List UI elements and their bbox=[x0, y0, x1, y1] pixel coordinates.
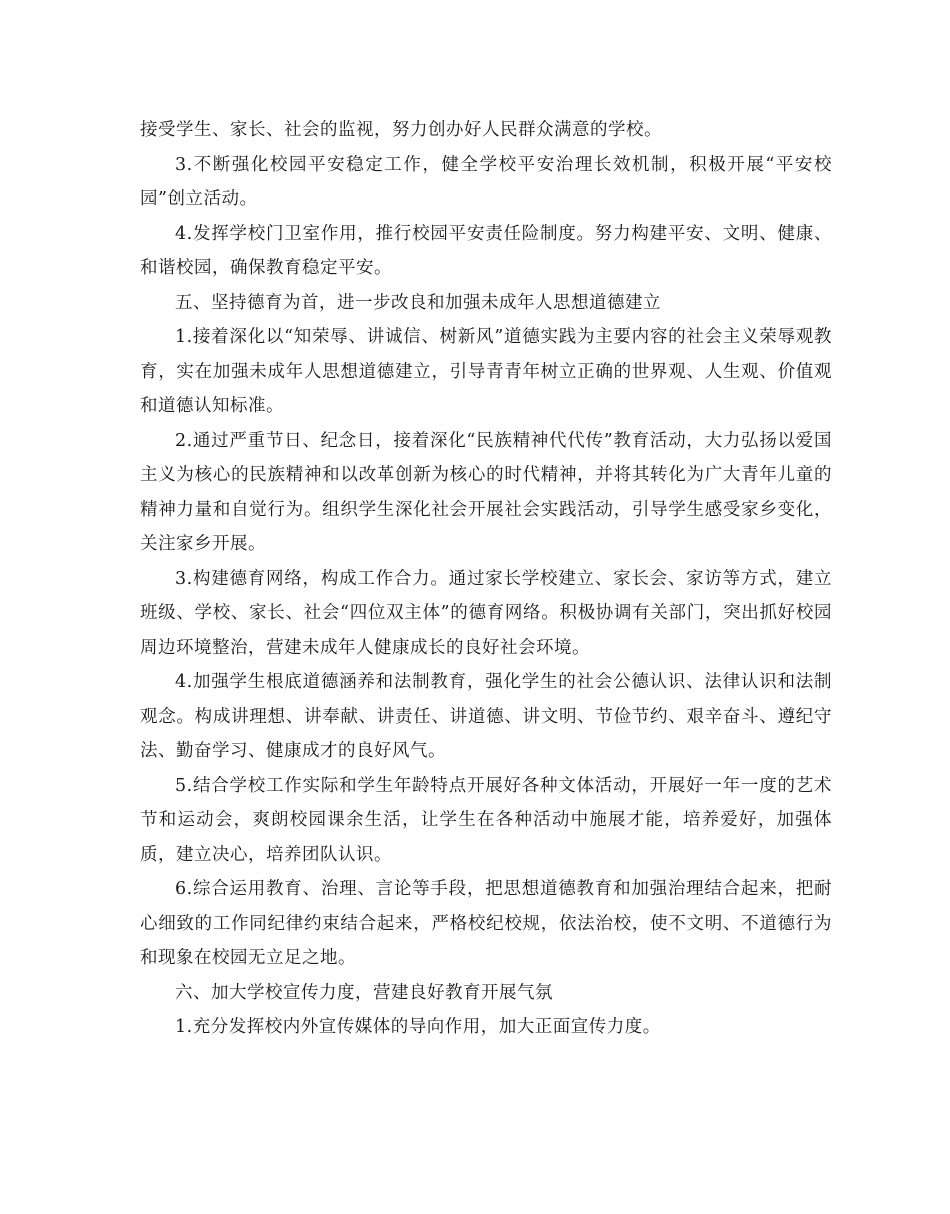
paragraph-item-2-national-spirit: 2.通过严重节日、纪念日，接着深化“民族精神代代传”教育活动，大力弘扬以爱国主义为核心的民族精神和以改革创新为核心的时代精神，并将其转化为广大青年儿童的精神力量和自觉行为。组织学生深化社会开展社会实践活动，引导学生感受家乡变化，关注家乡开展。 bbox=[140, 430, 832, 554]
paragraph-item-6-management: 6.综合运用教育、治理、言论等手段，把思想道德教育和加强治理结合起来，把耐心细致的工作同纪律约束结合起来，严格校纪校规，依法治校，使不文明、不道德行为和现象在校园无立足之地。 bbox=[140, 879, 832, 968]
paragraph-item-1-publicity: 1.充分发挥校内外宣传媒体的导向作用，加大正面宣传力度。 bbox=[175, 1017, 661, 1037]
paragraph-item-1-honor-education: 1.接着深化以“知荣辱、讲诚信、树新风”道德实践为主要内容的社会主义荣辱观教育，实在加强未成年人思想道德建立，引导青青年树立正确的世界观、人生观、价值观和道德认知标准。 bbox=[140, 327, 832, 416]
section-heading-five: 五、坚持德育为首，进一步改良和加强未成年人思想道德建立 bbox=[175, 292, 661, 313]
document-body bbox=[140, 113, 832, 1045]
paragraph-item-4-legal-education: 4.加强学生根底道德涵养和法制教育，强化学生的社会公德认识、法律认识和法制观念。构成讲理想、讲奉献、讲责任、讲道德、讲文明、节俭节约、艰辛奋斗、遵纪守法、勤奋学习、健康成才的良好风气。 bbox=[140, 672, 832, 761]
paragraph-item-5-cultural-activities: 5.结合学校工作实际和学生年龄特点开展好各种文体活动，开展好一年一度的艺术节和运动会，爽朗校园课余生活，让学生在各种活动中施展才能，培养爱好，加强体质，建立决心，培养团队认识。 bbox=[140, 775, 832, 865]
paragraph-item-3-safety: 3.不断强化校园平安稳定工作，健全学校平安治理长效机制，积极开展“平安校园”创立活动。 bbox=[140, 154, 832, 209]
section-heading-six: 六、加大学校宣传力度，营建良好教育开展气氛 bbox=[175, 982, 553, 1003]
paragraph-continuation: 接受学生、家长、社会的监视，努力创办好人民群众满意的学校。 bbox=[140, 120, 662, 140]
paragraph-item-3-moral-network: 3.构建德育网络，构成工作合力。通过家长学校建立、家长会、家访等方式，建立班级、学校、家长、社会“四位双主体”的德育网络。积极协调有关部门，突出抓好校园周边环境整治，营建未成年人健康成长的良好社会环境。 bbox=[140, 568, 832, 658]
paragraph-item-4-guard-room: 4.发挥学校门卫室作用，推行校园平安责任险制度。努力构建平安、文明、健康、和谐校园，确保教育稳定平安。 bbox=[140, 223, 832, 278]
